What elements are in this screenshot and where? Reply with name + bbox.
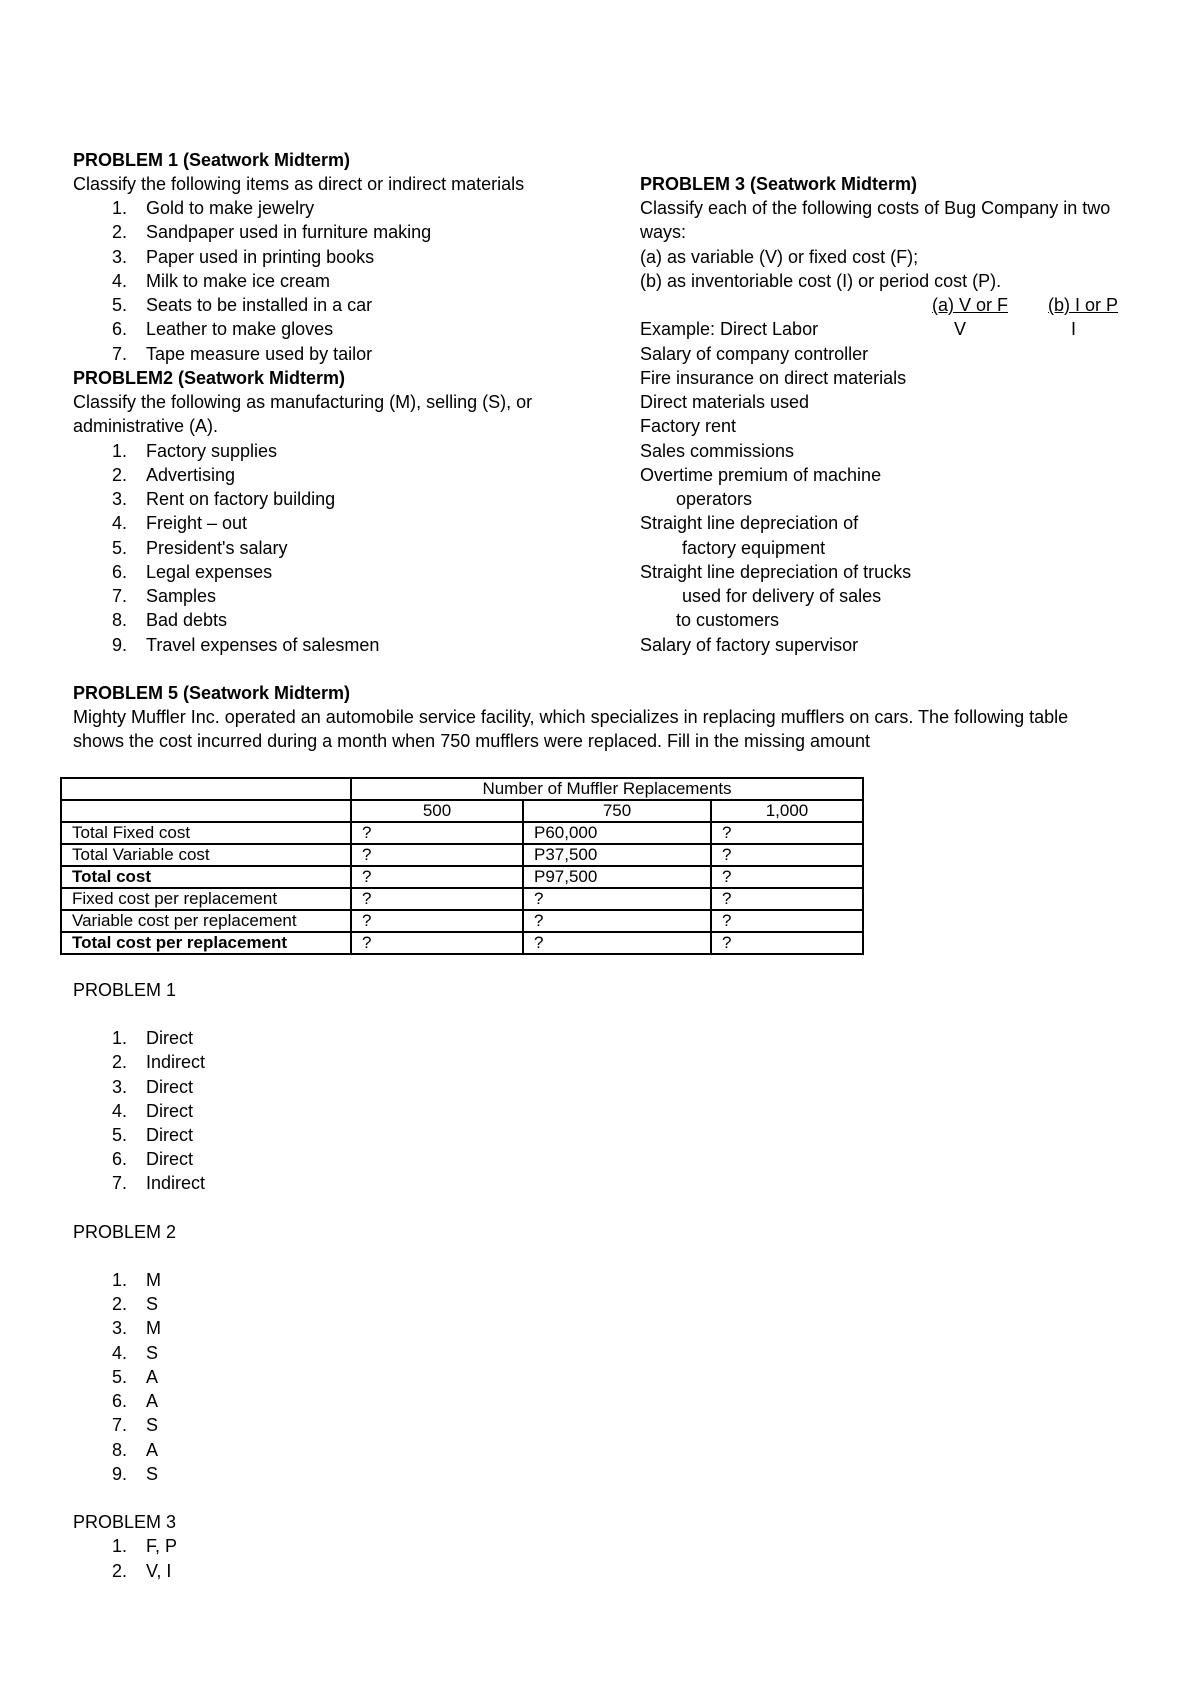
list-item: S — [146, 1464, 159, 1484]
problem3-instruction: Classify each of the following costs of Bug Company in two — [640, 198, 1111, 218]
table-cell: P97,500 — [523, 866, 711, 888]
list-item: Straight line depreciation of trucks — [640, 562, 912, 582]
list-item: President's salary — [146, 538, 288, 558]
list-item: Gold to make jewelry — [146, 198, 315, 218]
problem2-instruction: Classify the following as manufacturing (M), selling (S), or — [73, 392, 533, 412]
list-item: Direct — [146, 1125, 194, 1145]
table-cell: ? — [351, 888, 523, 910]
table-cell: ? — [523, 910, 711, 932]
table-cell: ? — [351, 822, 523, 844]
problem3-title: PROBLEM 3 (Seatwork Midterm) — [640, 174, 918, 194]
table-cell: ? — [351, 932, 523, 954]
list-item: M — [146, 1318, 161, 1338]
row-label: Total Variable cost — [61, 844, 351, 866]
table-row — [61, 932, 863, 954]
table-cell: ? — [351, 910, 523, 932]
table-group-header: Number of Muffler Replacements — [351, 778, 863, 800]
table-row — [61, 888, 863, 910]
row-label: Total cost per replacement — [61, 932, 351, 954]
problem3-instruction: ways: — [640, 222, 687, 242]
column-header: 750 — [523, 800, 711, 822]
column-header-b: (b) I or P — [1048, 295, 1119, 315]
table-row — [61, 822, 863, 844]
example-label: Example: Direct Labor — [640, 319, 819, 339]
problem5-title: PROBLEM 5 (Seatwork Midterm) — [73, 683, 351, 703]
problem1-instruction: Classify the following items as direct or indirect materials — [73, 174, 525, 194]
list-item: Overtime premium of machine — [640, 465, 882, 485]
list-item: M — [146, 1270, 161, 1290]
table-cell: ? — [351, 866, 523, 888]
row-label: Variable cost per replacement — [61, 910, 351, 932]
table-row — [61, 866, 863, 888]
list-item: used for delivery of sales — [682, 586, 882, 606]
problem5-text: Mighty Muffler Inc. operated an automobile service facility, which specializes in replacing mufflers on cars. The following table — [73, 707, 1069, 727]
answer-section-title: PROBLEM 3 — [73, 1512, 177, 1532]
list-item: Indirect — [146, 1052, 206, 1072]
problem2-title: PROBLEM2 (Seatwork Midterm) — [73, 368, 346, 388]
list-item: Milk to make ice cream — [146, 271, 331, 291]
list-item: Rent on factory building — [146, 489, 336, 509]
list-item: Factory rent — [640, 416, 737, 436]
list-item: Paper used in printing books — [146, 247, 375, 267]
table-cell: ? — [351, 844, 523, 866]
table-cell: ? — [523, 888, 711, 910]
list-item: A — [146, 1440, 159, 1460]
list-item: Seats to be installed in a car — [146, 295, 373, 315]
list-item: Direct — [146, 1101, 194, 1121]
table-cell: ? — [711, 910, 863, 932]
row-label: Fixed cost per replacement — [61, 888, 351, 910]
table-row — [61, 910, 863, 932]
table-cell: ? — [711, 822, 863, 844]
list-item: Leather to make gloves — [146, 319, 334, 339]
list-item: F, P — [146, 1536, 178, 1556]
list-item: Direct — [146, 1149, 194, 1169]
table-cell: ? — [711, 888, 863, 910]
table-cell: ? — [523, 932, 711, 954]
problem1-title: PROBLEM 1 (Seatwork Midterm) — [73, 150, 351, 170]
list-item: Sales commissions — [640, 441, 795, 461]
problem3-instruction: (a) as variable (V) or fixed cost (F); — [640, 247, 919, 267]
column-header-a: (a) V or F — [932, 295, 1009, 315]
list-item: Fire insurance on direct materials — [640, 368, 907, 388]
list-item: Salary of company controller — [640, 344, 869, 364]
list-item: Bad debts — [146, 610, 228, 630]
list-item: V, I — [146, 1561, 172, 1581]
list-item: Legal expenses — [146, 562, 273, 582]
table-cell: P60,000 — [523, 822, 711, 844]
table-row — [61, 778, 863, 800]
table-cell: P37,500 — [523, 844, 711, 866]
list-item: Straight line depreciation of — [640, 513, 859, 533]
list-item: S — [146, 1343, 159, 1363]
list-item: Samples — [146, 586, 217, 606]
answer-section-title: PROBLEM 1 — [73, 980, 177, 1000]
list-item: S — [146, 1294, 159, 1314]
example-answer-b: I — [1071, 319, 1077, 339]
answer-section-title: PROBLEM 2 — [73, 1222, 177, 1242]
column-header: 1,000 — [711, 800, 863, 822]
list-item: Tape measure used by tailor — [146, 344, 373, 364]
list-item: Indirect — [146, 1173, 206, 1193]
list-item: A — [146, 1367, 159, 1387]
list-item: S — [146, 1415, 159, 1435]
list-item: Direct materials used — [640, 392, 810, 412]
list-item: Freight – out — [146, 513, 248, 533]
table-row — [61, 800, 863, 822]
row-label: Total cost — [61, 866, 351, 888]
list-item: Advertising — [146, 465, 236, 485]
list-item: Direct — [146, 1028, 194, 1048]
list-item: factory equipment — [682, 538, 826, 558]
example-answer-a: V — [954, 319, 967, 339]
list-item: A — [146, 1391, 159, 1411]
table-cell: ? — [711, 844, 863, 866]
problem2-instruction-cont: administrative (A). — [73, 416, 219, 436]
list-item: operators — [676, 489, 753, 509]
muffler-cost-table — [60, 777, 864, 955]
list-item: Sandpaper used in furniture making — [146, 222, 432, 242]
table-cell: ? — [711, 866, 863, 888]
list-item: to customers — [676, 610, 780, 630]
problem5-text: shows the cost incurred during a month when 750 mufflers were replaced. Fill in the missing amount — [73, 731, 871, 751]
problem3-instruction: (b) as inventoriable cost (I) or period cost (P). — [640, 271, 1002, 291]
row-label: Total Fixed cost — [61, 822, 351, 844]
table-cell: ? — [711, 932, 863, 954]
table-row — [61, 844, 863, 866]
list-item: Travel expenses of salesmen — [146, 635, 380, 655]
list-item: Direct — [146, 1077, 194, 1097]
list-item: Factory supplies — [146, 441, 278, 461]
column-header: 500 — [351, 800, 523, 822]
list-item: Salary of factory supervisor — [640, 635, 859, 655]
